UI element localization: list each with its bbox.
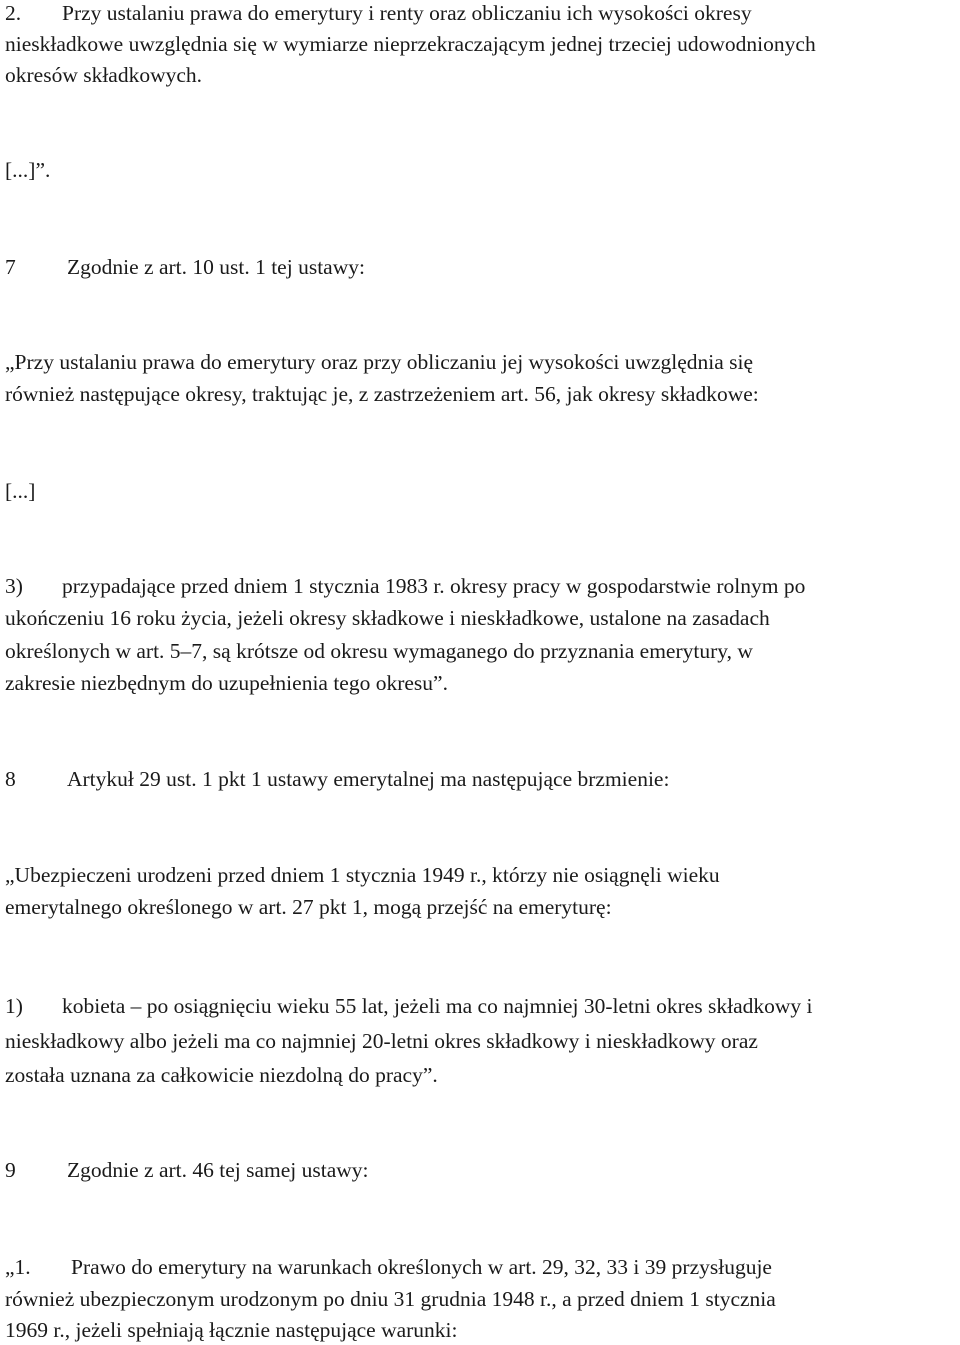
footnote-number: 7	[5, 255, 16, 279]
ellipsis-text: [...]”.	[5, 158, 51, 182]
footnote-8-quote-line-1: „Ubezpieczeni urodzeni przed dniem 1 stycznia 1949 r., którzy nie osiągnęli wieku	[5, 863, 720, 887]
footnote-8-quote-line-2: emerytalnego określonego w art. 27 pkt 1, mogą przejść na emeryturę:	[5, 895, 612, 919]
footnote-7-ellipsis: [...]	[5, 479, 36, 503]
footnote-8-heading	[5, 766, 669, 792]
list-item-number: „1.	[5, 1255, 31, 1279]
paragraph-number: 2.	[5, 1, 22, 25]
footnote-7-item-3-line-4: zakresie niezbędnym do uzupełnienia tego okresu”.	[5, 671, 448, 695]
footnote-number: 8	[5, 767, 16, 791]
footnote-7-quote-line-1: „Przy ustalaniu prawa do emerytury oraz przy obliczaniu jej wysokości uwzględnia się	[5, 350, 754, 374]
paragraph-2-line-2: nieskładkowe uwzględnia się w wymiarze nieprzekraczającym jednej trzeciej udowodnionych	[5, 32, 816, 56]
list-item-number: 1)	[5, 994, 23, 1018]
list-item-text: kobieta – po osiągnięciu wieku 55 lat, jeżeli ma co najmniej 30‑letni okres składkowy i	[62, 994, 813, 1018]
list-item-text: przypadające przed dniem 1 stycznia 1983 r. okresy pracy w gospodarstwie rolnym po	[62, 574, 806, 598]
paragraph-text: Przy ustalaniu prawa do emerytury i renty oraz obliczaniu ich wysokości okresy	[62, 1, 752, 25]
footnote-7-item-3-line-1	[5, 573, 805, 599]
footnote-7-quote-line-2: również następujące okresy, traktując je, z zastrzeżeniem art. 56, jak okresy składkowe:	[5, 382, 759, 406]
list-item-number: 3)	[5, 574, 23, 598]
footnote-8-item-1-line-1	[5, 993, 813, 1019]
footnote-heading-text: Zgodnie z art. 10 ust. 1 tej ustawy:	[67, 255, 365, 279]
footnote-9-item-line-2: również ubezpieczonym urodzonym po dniu 31 grudnia 1948 r., a przed dniem 1 stycznia	[5, 1287, 776, 1311]
footnote-heading-text: Zgodnie z art. 46 tej samej ustawy:	[67, 1158, 369, 1182]
paragraph-2-line-1	[5, 0, 752, 26]
paragraph-2-line-3: okresów składkowych.	[5, 63, 203, 87]
footnote-heading-text: Artykuł 29 ust. 1 pkt 1 ustawy emerytalnej ma następujące brzmienie:	[67, 767, 670, 791]
footnote-8-item-1-line-3: została uznana za całkowicie niezdolną do pracy”.	[5, 1063, 438, 1087]
footnote-9-heading	[5, 1157, 369, 1183]
list-item-text: Prawo do emerytury na warunkach określonych w art. 29, 32, 33 i 39 przysługuje	[71, 1255, 772, 1279]
footnote-7-item-3-line-3: określonych w art. 5–7, są krótsze od okresu wymaganego do przyznania emerytury, w	[5, 639, 753, 663]
footnote-7-item-3-line-2: ukończeniu 16 roku życia, jeżeli okresy składkowe i nieskładkowe, ustalone na zasadach	[5, 606, 770, 630]
footnote-9-item-line-3: 1969 r., jeżeli spełniają łącznie następujące warunki:	[5, 1318, 458, 1342]
footnote-8-item-1-line-2: nieskładkowy albo jeżeli ma co najmniej 20‑letni okres składkowy i nieskładkowy oraz	[5, 1029, 758, 1053]
footnote-number: 9	[5, 1158, 16, 1182]
footnote-9-item-line-1	[5, 1254, 772, 1280]
footnote-7-heading	[5, 254, 365, 280]
